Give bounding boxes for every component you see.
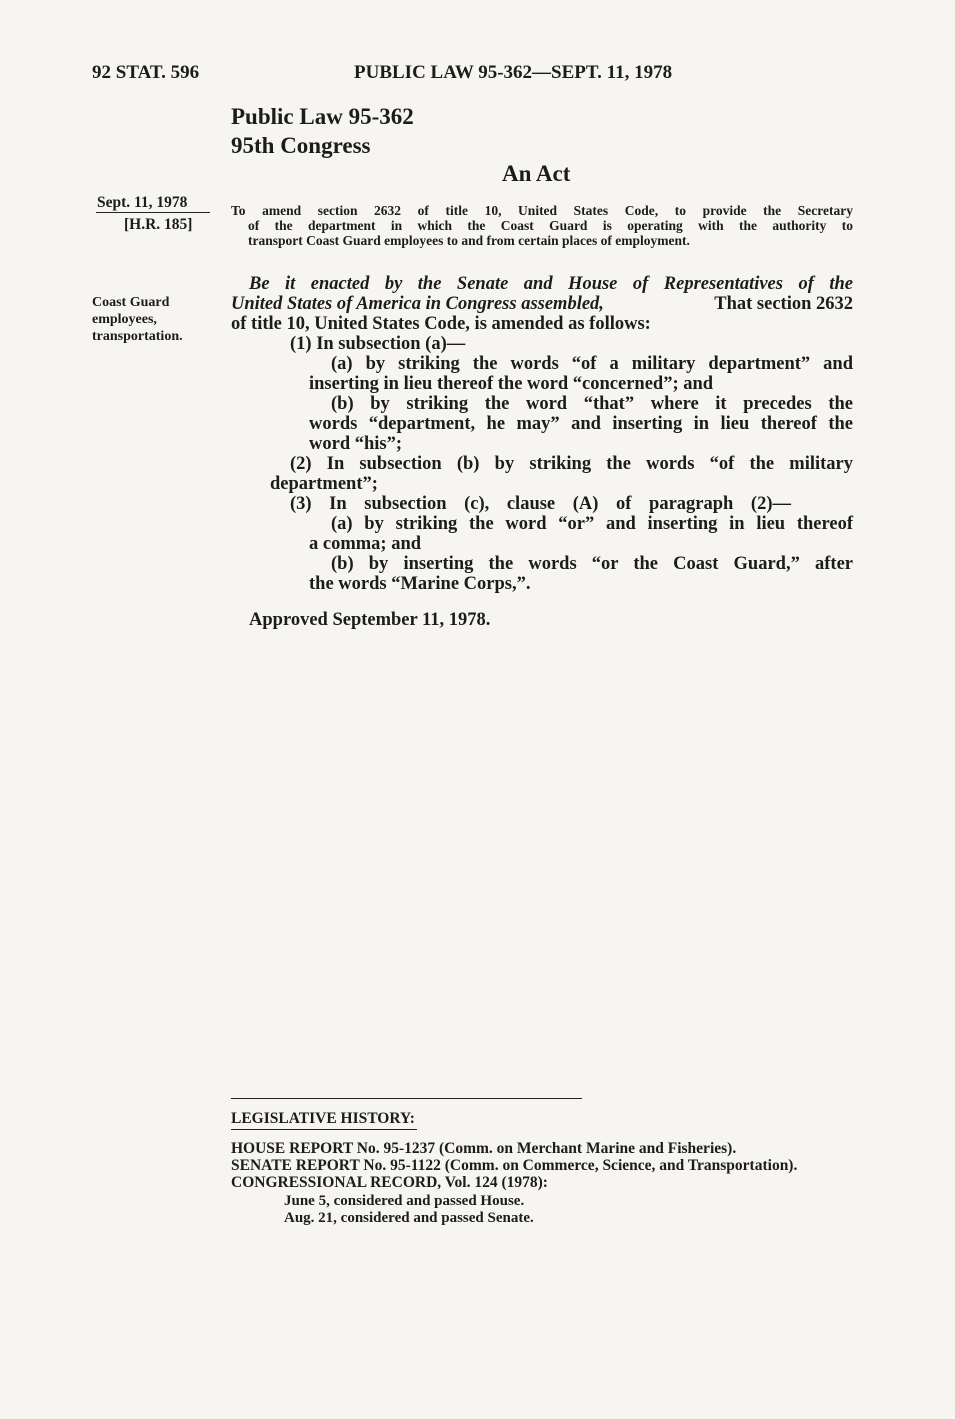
body-line: (3) In subsection (c), clause (A) of paragraph (2)— — [290, 494, 791, 514]
body-line: inserting in lieu thereof the word “concerned”; and — [309, 374, 714, 394]
margin-topic-note — [92, 294, 183, 345]
body-line: (a) by striking the words “of a military department” and — [331, 354, 853, 374]
purpose-line: of the department in which the Coast Guard is operating with the authority to — [248, 218, 853, 233]
body-line: word “his”; — [309, 434, 403, 454]
legislative-history-heading: LEGISLATIVE HISTORY: — [231, 1110, 415, 1127]
enacting-clause-italic: United States of America in Congress assembled, — [231, 294, 604, 314]
history-separator-rule — [231, 1098, 582, 1099]
legislative-history-heading-underline — [231, 1129, 417, 1130]
margin-topic-line: Coast Guard — [92, 295, 170, 310]
enacting-clause-line-2 — [231, 294, 853, 314]
congressional-record: CONGRESSIONAL RECORD, Vol. 124 (1978): — [231, 1174, 548, 1191]
history-event: Aug. 21, considered and passed Senate. — [284, 1210, 534, 1226]
body-line: (a) by striking the word “or” and inserting in lieu thereof — [331, 514, 853, 534]
body-line: the words “Marine Corps,”. — [309, 574, 531, 594]
margin-date-rule — [96, 212, 210, 213]
page-stat-number: 92 STAT. 596 — [92, 62, 200, 83]
body-line: department”; — [270, 474, 378, 494]
history-event: June 5, considered and passed House. — [284, 1193, 525, 1209]
purpose-line: To amend section 2632 of title 10, United States Code, to provide the Secretary — [231, 203, 853, 218]
purpose-clause — [231, 203, 853, 248]
public-law-title: Public Law 95-362 — [231, 104, 414, 129]
margin-topic-line: transportation. — [92, 329, 183, 344]
body-line: (2) In subsection (b) by striking the words “of the military — [290, 454, 853, 474]
margin-topic-line: employees, — [92, 312, 157, 327]
body-line: (b) by inserting the words “or the Coast Guard,” after — [331, 554, 853, 574]
purpose-line: transport Coast Guard employees to and from certain places of employment. — [248, 233, 690, 248]
enacting-clause-line-1: Be it enacted by the Senate and House of Representatives of the — [249, 274, 853, 294]
body-line: (b) by striking the word “that” where it precedes the — [331, 394, 853, 414]
body-line: (1) In subsection (a)— — [290, 334, 466, 354]
congress-title: 95th Congress — [231, 133, 371, 158]
house-report: HOUSE REPORT No. 95-1237 (Comm. on Merchant Marine and Fisheries). — [231, 1140, 737, 1157]
body-line: words “department, he may” and inserting in lieu thereof the — [309, 414, 853, 434]
running-title: PUBLIC LAW 95-362—SEPT. 11, 1978 — [354, 62, 673, 83]
body-line: a comma; and — [309, 534, 422, 554]
act-heading: An Act — [502, 161, 571, 186]
margin-date: Sept. 11, 1978 — [97, 194, 188, 211]
approval-date: Approved September 11, 1978. — [249, 610, 491, 630]
senate-report: SENATE REPORT No. 95-1122 (Comm. on Commerce, Science, and Transportation). — [231, 1157, 798, 1174]
margin-bill-number: [H.R. 185] — [124, 216, 193, 233]
enacting-clause-text: That section 2632 — [714, 294, 853, 314]
body-line: of title 10, United States Code, is amended as follows: — [231, 314, 651, 334]
